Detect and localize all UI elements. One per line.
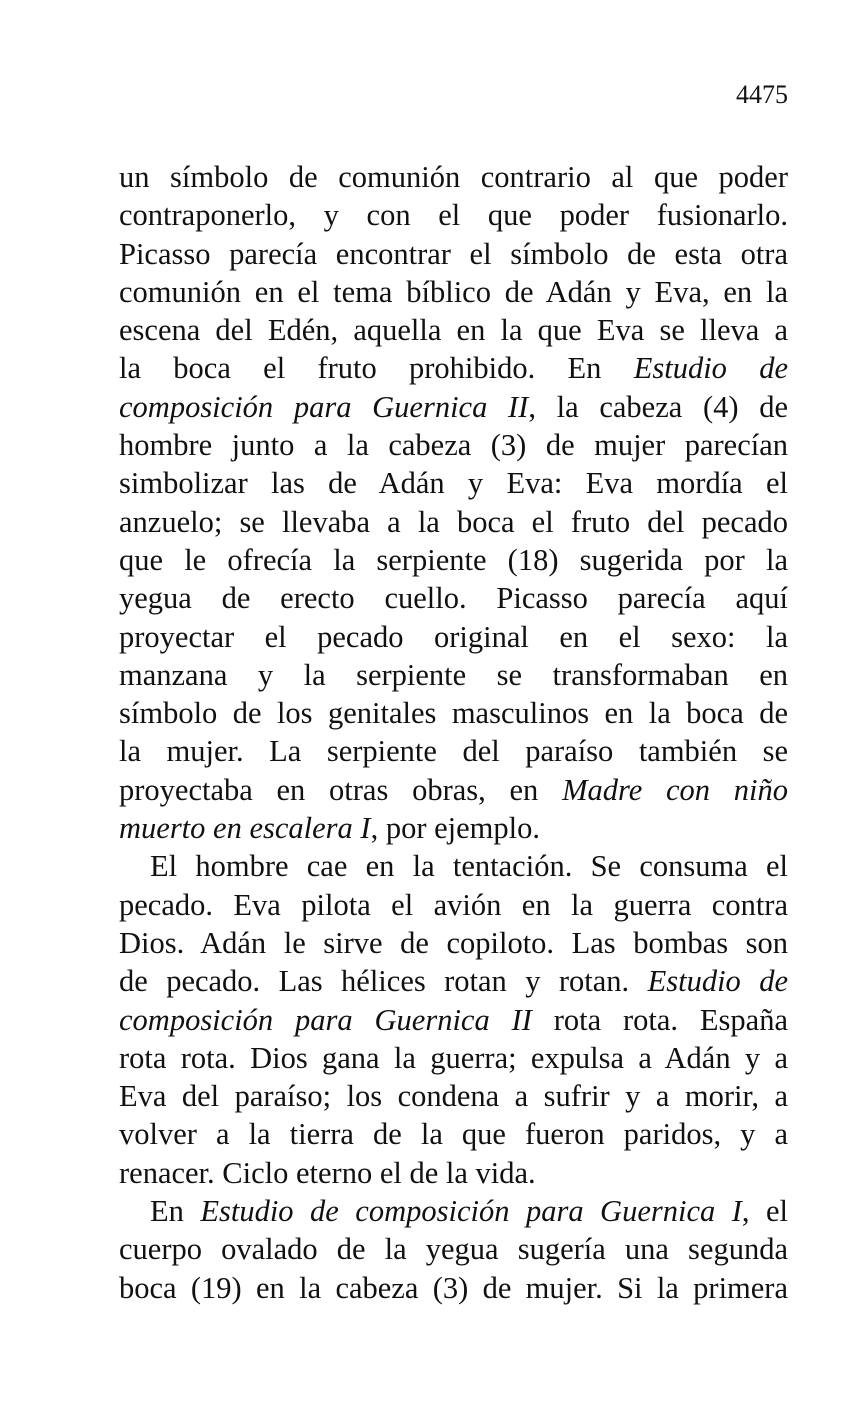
text-line <box>119 886 788 924</box>
text-segment: En <box>150 1194 201 1229</box>
text-segment: Dios. Adán le sirve de copiloto. Las bombas son <box>119 925 788 960</box>
text-line <box>119 1230 788 1268</box>
text-line <box>119 273 788 311</box>
text-line <box>119 1039 788 1077</box>
text-line <box>119 1077 788 1115</box>
text-line <box>119 847 788 885</box>
text-segment: hombre junto a la cabeza (3) de mujer parecían <box>119 428 788 463</box>
italic-title: Estudio de composición para Guernica I <box>200 1194 742 1229</box>
text-line <box>119 579 788 617</box>
text-line <box>119 924 788 962</box>
text-segment: , la cabeza (4) de <box>528 389 788 424</box>
text-line <box>119 349 788 387</box>
text-line <box>119 196 788 234</box>
text-segment: cuerpo ovalado de la yegua sugería una segunda <box>119 1232 788 1267</box>
text-line <box>119 1192 788 1230</box>
text-line <box>119 1269 788 1307</box>
text-segment: simbolizar las de Adán y Eva: Eva mordía el <box>119 466 788 501</box>
text-segment: renacer. Ciclo eterno el de la vida. <box>119 1155 536 1190</box>
text-segment: manzana y la serpiente se transformaban en <box>119 657 788 692</box>
text-segment: un símbolo de comunión contrario al que poder <box>119 160 788 194</box>
text-line <box>119 158 788 196</box>
text-line <box>119 541 788 579</box>
text-segment: contraponerlo, y con el que poder fusionarlo. <box>119 198 788 233</box>
italic-title: Madre con niño <box>562 772 788 807</box>
italic-title: composición para Guernica II <box>119 1002 532 1037</box>
text-segment: la boca el fruto prohibido. En <box>119 351 634 386</box>
text-segment: proyectaba en otras obras, en <box>119 772 563 807</box>
italic-title: composición para Guernica II <box>119 389 529 424</box>
text-segment: la mujer. La serpiente del paraíso también se <box>119 734 788 769</box>
text-segment: pecado. Eva pilota el avión en la guerra contra <box>119 887 788 922</box>
text-line <box>119 311 788 349</box>
text-segment: Picasso parecía encontrar el símbolo de esta otra <box>119 236 788 271</box>
text-segment: boca (19) en la cabeza (3) de mujer. Si la primera <box>119 1270 788 1305</box>
italic-title: Estudio de <box>633 351 788 386</box>
text-segment: rota rota. España <box>531 1002 788 1037</box>
body-text <box>119 158 788 1307</box>
text-segment: comunión en el tema bíblico de Adán y Eva, en la <box>119 274 788 309</box>
text-line <box>119 464 788 502</box>
text-line <box>119 809 788 847</box>
text-line <box>119 656 788 694</box>
text-segment: , por ejemplo. <box>370 811 540 846</box>
text-segment: de pecado. Las hélices rotan y rotan. <box>119 964 648 999</box>
text-line <box>119 426 788 464</box>
text-line <box>119 1115 788 1153</box>
text-segment: que le ofrecía la serpiente (18) sugerida por la <box>119 542 788 577</box>
text-segment: símbolo de los genitales masculinos en la boca de <box>119 696 788 731</box>
text-line <box>119 694 788 732</box>
text-segment: proyectar el pecado original en el sexo: la <box>119 619 788 654</box>
text-segment: rota rota. Dios gana la guerra; expulsa a Adán y a <box>119 1040 788 1075</box>
text-line <box>119 618 788 656</box>
text-line <box>119 962 788 1000</box>
text-line <box>119 1154 788 1192</box>
text-line <box>119 771 788 809</box>
text-line <box>119 503 788 541</box>
text-segment: yegua de erecto cuello. Picasso parecía aquí <box>119 581 788 616</box>
text-segment: Eva del paraíso; los condena a sufrir y a morir, a <box>119 1079 788 1114</box>
text-segment: El hombre cae en la tentación. Se consuma el <box>150 849 788 884</box>
text-segment: escena del Edén, aquella en la que Eva se lleva a <box>119 313 788 348</box>
italic-title: Estudio de <box>647 964 788 999</box>
italic-title: muerto en escalera I <box>119 811 371 846</box>
text-line <box>119 235 788 273</box>
text-segment: anzuelo; se llevaba a la boca el fruto del pecado <box>119 504 788 539</box>
text-line <box>119 388 788 426</box>
page-number: 4475 <box>736 80 788 109</box>
text-segment: volver a la tierra de la que fueron paridos, y a <box>119 1117 788 1152</box>
text-line <box>119 732 788 770</box>
text-segment: , el <box>741 1194 788 1229</box>
text-line <box>119 1001 788 1039</box>
